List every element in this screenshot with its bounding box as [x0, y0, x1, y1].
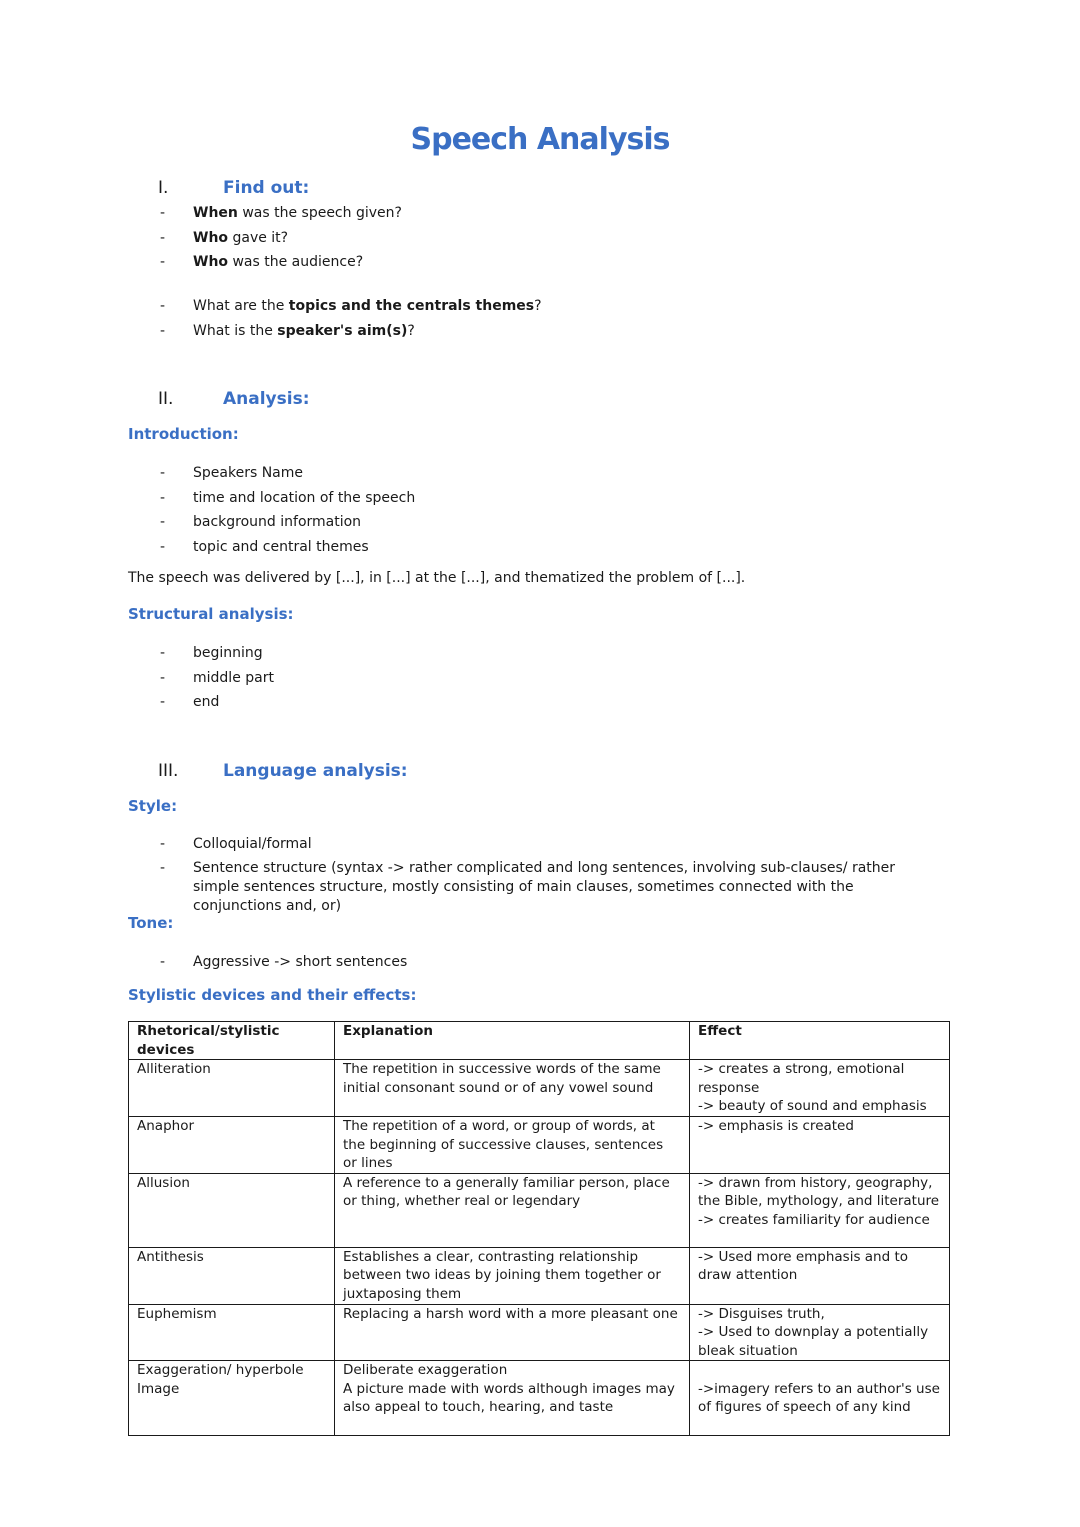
table-header-row — [129, 1022, 950, 1060]
cell-effect: -> creates a strong, emotional response -> beauty of sound and emphasis — [690, 1060, 950, 1117]
style-list — [160, 835, 928, 921]
list-item: - topic and central themes — [160, 537, 415, 562]
stylistic-devices-table — [128, 1021, 950, 1436]
tone-heading: Tone: — [128, 914, 174, 932]
list-item: - time and location of the speech — [160, 488, 415, 513]
cell-device: Euphemism — [129, 1304, 335, 1361]
list-item: - When was the speech given? — [160, 203, 402, 228]
cell-device: Anaphor — [129, 1117, 335, 1174]
cell-device: Exaggeration/ hyperbole Image — [129, 1361, 335, 1436]
table-row — [129, 1117, 950, 1174]
cell-device: Antithesis — [129, 1247, 335, 1304]
structural-analysis-heading: Structural analysis: — [128, 605, 294, 623]
list-item: - What is the speaker's aim(s)? — [160, 321, 542, 346]
introduction-heading: Introduction: — [128, 425, 239, 443]
style-heading: Style: — [128, 797, 178, 815]
cell-effect: -> Disguises truth, -> Used to downplay a potentially bleak situation — [690, 1304, 950, 1361]
stylistic-devices-heading: Stylistic devices and their effects: — [128, 986, 417, 1004]
list-item: - Aggressive -> short sentences — [160, 952, 407, 977]
list-item: - Colloquial/formal — [160, 835, 928, 854]
structural-list — [160, 643, 274, 717]
cell-explanation: Replacing a harsh word with a more pleasant one — [335, 1304, 690, 1361]
cell-effect: ->imagery refers to an author's use of figures of speech of any kind — [690, 1361, 950, 1436]
section-3-number: III. — [158, 761, 179, 781]
section-2-number: II. — [158, 389, 174, 409]
list-item: - Who was the audience? — [160, 252, 402, 277]
introduction-list — [160, 463, 415, 561]
list-item: - background information — [160, 512, 415, 537]
cell-explanation: Establishes a clear, contrasting relationship between two ideas by joining them together or juxtaposing them — [335, 1247, 690, 1304]
list-item: - Who gave it? — [160, 228, 402, 253]
cell-explanation: The repetition of a word, or group of words, at the beginning of successive clauses, sentences or lines — [335, 1117, 690, 1174]
cell-effect: -> emphasis is created — [690, 1117, 950, 1174]
list-item: - What are the topics and the centrals themes? — [160, 296, 542, 321]
cell-effect: -> drawn from history, geography, the Bible, mythology, and literature -> creates familiarity for audience — [690, 1173, 950, 1247]
list-item: - beginning — [160, 643, 274, 668]
page-title: Speech Analysis — [410, 122, 670, 157]
column-header-effect: Effect — [690, 1022, 950, 1060]
table-row — [129, 1304, 950, 1361]
list-item: - middle part — [160, 668, 274, 693]
cell-explanation: The repetition in successive words of the same initial consonant sound or of any vowel sound — [335, 1060, 690, 1117]
section-1-number: I. — [158, 178, 169, 198]
table-row — [129, 1361, 950, 1436]
list-item: - Speakers Name — [160, 463, 415, 488]
intro-template-sentence: The speech was delivered by [...], in [...] at the [...], and thematized the problem of [...]. — [128, 570, 746, 586]
column-header-device: Rhetorical/stylistic devices — [129, 1022, 335, 1060]
table-row — [129, 1173, 950, 1247]
table-row — [129, 1247, 950, 1304]
table-row — [129, 1060, 950, 1117]
cell-explanation: Deliberate exaggeration A picture made with words although images may also appeal to touch, hearing, and taste — [335, 1361, 690, 1436]
section-1-title: Find out: — [223, 178, 310, 198]
tone-list — [160, 952, 407, 977]
cell-explanation: A reference to a generally familiar person, place or thing, whether real or legendary — [335, 1173, 690, 1247]
section-3-title: Language analysis: — [223, 761, 408, 781]
find-out-list — [160, 203, 402, 277]
cell-device: Alliteration — [129, 1060, 335, 1117]
cell-effect: -> Used more emphasis and to draw attention — [690, 1247, 950, 1304]
find-out-list-2 — [160, 296, 542, 345]
list-item: - end — [160, 692, 274, 717]
list-item: - Sentence structure (syntax -> rather complicated and long sentences, involving sub-clauses/ rather simple sentences structure, mostly consisting of main clauses, sometimes connected with the conjunctions and, or) — [160, 859, 928, 916]
section-2-title: Analysis: — [223, 389, 310, 409]
column-header-explanation: Explanation — [335, 1022, 690, 1060]
cell-device: Allusion — [129, 1173, 335, 1247]
